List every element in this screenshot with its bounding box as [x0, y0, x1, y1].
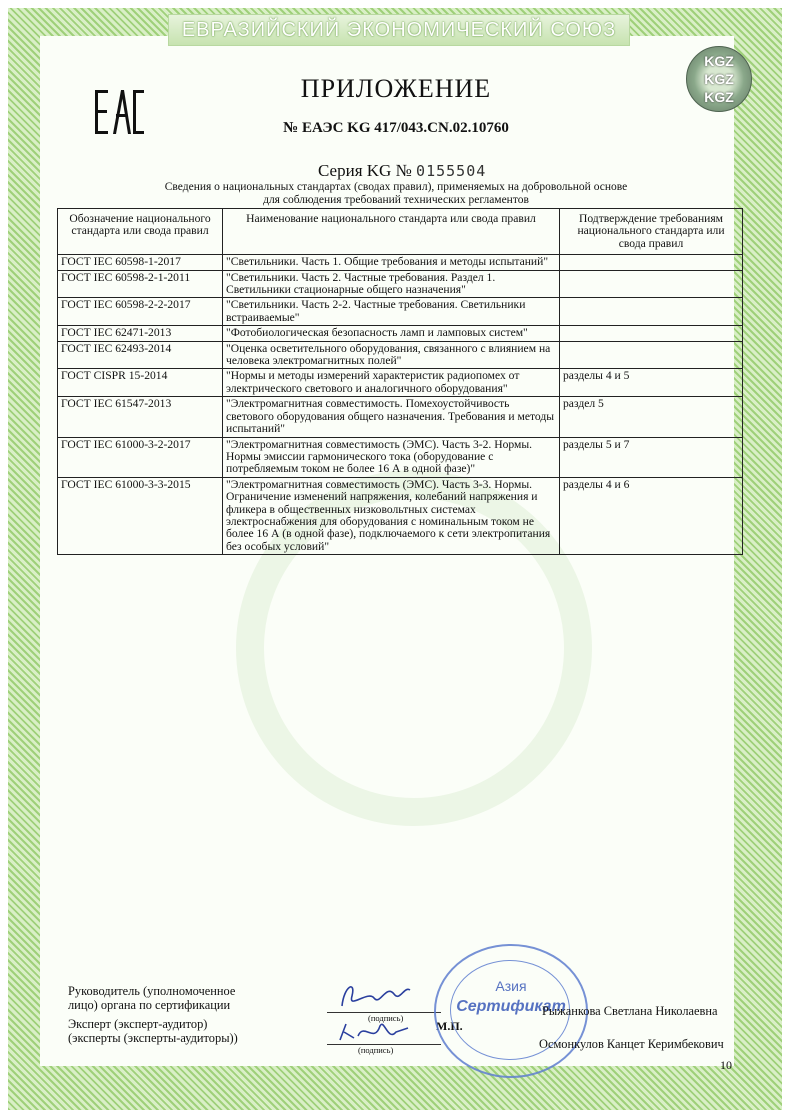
table-row — [58, 369, 743, 397]
standard-code: ГОСТ IEC 61000-3-3-2015 — [58, 477, 223, 554]
stamp-text: Азия — [495, 978, 527, 994]
table-row — [58, 255, 743, 270]
expert-label-line: Эксперт (эксперт-аудитор) — [68, 1017, 208, 1031]
table-row — [58, 477, 743, 554]
signature-caption: (подпись) — [368, 1013, 404, 1023]
hologram-text: KGZ — [704, 71, 734, 87]
head-label — [68, 984, 235, 1012]
expert-label-line: (эксперты (эксперты-аудиторы)) — [68, 1031, 238, 1045]
series-label: Серия KG № — [318, 161, 412, 180]
page-title: ПРИЛОЖЕНИЕ — [300, 74, 492, 103]
union-banner: ЕВРАЗИЙСКИЙ ЭКОНОМИЧЕСКИЙ СОЮЗ — [168, 14, 630, 46]
table-row — [58, 326, 743, 341]
stamp-text: Сертификат — [456, 998, 566, 1015]
expert-signature — [334, 1016, 414, 1046]
expert-name: Осмонкулов Канцет Керимбекович — [539, 1037, 724, 1051]
standard-code: ГОСТ IEC 61547-2013 — [58, 397, 223, 437]
certificate-number: № ЕАЭС KG 417/043.CN.02.10760 — [283, 120, 509, 136]
standards-table — [57, 208, 743, 555]
hologram-text: KGZ — [704, 53, 734, 69]
page-number: 10 — [720, 1058, 732, 1072]
standard-name: "Фотобиологическая безопасность ламп и ламповых систем" — [223, 326, 560, 341]
column-header: Обозначение национального стандарта или свода правил — [58, 209, 223, 255]
column-header: Подтверждение требованиям национального стандарта или свода правил — [560, 209, 743, 255]
standard-name: "Электромагнитная совместимость (ЭМС). Часть 3-3. Нормы. Ограничение изменений напряжения, колебаний напряжения и фликера в общественных низковольтных системах электроснабжения для оборудования с номинальным током не более 16 А (в одной фазе), подключаемого к сети электропитания без особых условий" — [223, 477, 560, 554]
head-signature — [334, 976, 414, 1012]
series-line — [318, 161, 486, 181]
standard-name: "Светильники. Часть 2. Частные требования. Раздел 1. Светильники стационарные общего назначения" — [223, 270, 560, 298]
table-row — [58, 341, 743, 369]
standard-confirmation — [560, 298, 743, 326]
standard-name: "Электромагнитная совместимость (ЭМС). Часть 3-2. Нормы. Нормы эмиссии гармонического тока (оборудование с потребляемым током не более 16 А в одной фазе)" — [223, 437, 560, 477]
expert-label — [68, 1017, 238, 1045]
standard-name: "Светильники. Часть 1. Общие требования и методы испытаний" — [223, 255, 560, 270]
standard-name: "Оценка осветительного оборудования, связанного с влиянием на человека электромагнитных полей" — [223, 341, 560, 369]
standard-code: ГОСТ IEC 60598-1-2017 — [58, 255, 223, 270]
subtitle-line: Сведения о национальных стандартах (сводах правил), применяемых на добровольной основе — [164, 181, 628, 193]
table-row — [58, 298, 743, 326]
standard-name: "Нормы и методы измерений характеристик радиопомех от электрического светового и аналогичного оборудования" — [223, 369, 560, 397]
standard-confirmation — [560, 341, 743, 369]
subtitle-line: для соблюдения требований технических регламентов — [263, 194, 529, 206]
standard-code: ГОСТ IEC 60598-2-2-2017 — [58, 298, 223, 326]
head-label-line: лицо) органа по сертификации — [68, 998, 231, 1012]
table-row — [58, 437, 743, 477]
standard-code: ГОСТ CISPR 15-2014 — [58, 369, 223, 397]
table-row — [58, 270, 743, 298]
standard-confirmation: разделы 4 и 5 — [560, 369, 743, 397]
standard-confirmation: раздел 5 — [560, 397, 743, 437]
standard-confirmation: разделы 4 и 6 — [560, 477, 743, 554]
standard-code: ГОСТ IEC 62493-2014 — [58, 341, 223, 369]
standard-confirmation — [560, 255, 743, 270]
standard-code: ГОСТ IEC 62471-2013 — [58, 326, 223, 341]
table-header-row — [58, 209, 743, 255]
signature-caption: (подпись) — [358, 1045, 394, 1055]
head-label-line: Руководитель (уполномоченное — [68, 984, 236, 998]
subtitle — [0, 181, 792, 207]
series-number: 0155504 — [416, 162, 487, 180]
seal-place-label: М.П. — [436, 1019, 463, 1033]
standard-code: ГОСТ IEC 60598-2-1-2011 — [58, 270, 223, 298]
standard-confirmation — [560, 326, 743, 341]
column-header: Наименование национального стандарта или свода правил — [223, 209, 560, 255]
hologram-text: KGZ — [704, 89, 734, 105]
table-row — [58, 397, 743, 437]
head-name: Рыжанкова Светлана Николаевна — [542, 1004, 718, 1018]
standard-name: "Светильники. Часть 2-2. Частные требования. Светильники встраиваемые" — [223, 298, 560, 326]
standard-confirmation: разделы 5 и 7 — [560, 437, 743, 477]
standard-name: "Электромагнитная совместимость. Помехоустойчивость светового оборудования общего назначения. Требования и методы испытаний" — [223, 397, 560, 437]
standard-code: ГОСТ IEC 61000-3-2-2017 — [58, 437, 223, 477]
standard-confirmation — [560, 270, 743, 298]
